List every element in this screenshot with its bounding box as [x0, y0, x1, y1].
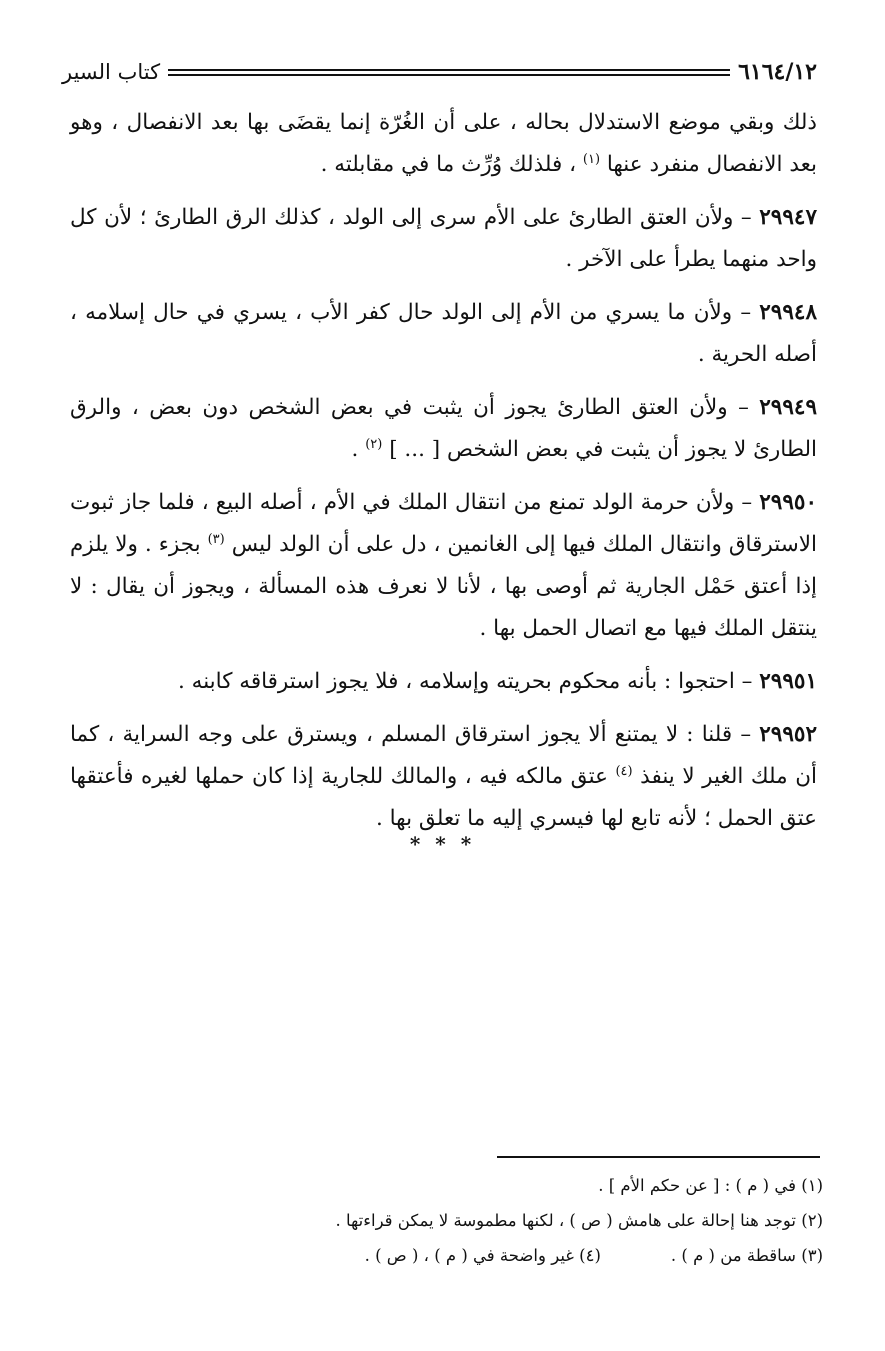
- footnotes: [70, 1168, 823, 1273]
- paragraph: [70, 482, 817, 650]
- paragraph-text: عتق مالكه فيه ، والمالك للجارية إذا كان حملها لغيره فأعتقها عتق الحمل ؛ لأنه تابع لها فيسري إليه ما تعلق بها .: [70, 764, 817, 831]
- footnote-3: (٣) ساقطة من ( م ) .: [670, 1246, 823, 1265]
- paragraph: [70, 197, 817, 281]
- paragraph-number: ٢٩٩٤٧: [759, 205, 817, 230]
- paragraph-text: .: [351, 437, 366, 462]
- paragraph: [70, 387, 817, 471]
- paragraph-text: – ولأن ما يسري من الأم إلى الولد حال كفر الأب ، يسري في حال إسلامه ، أصله الحرية .: [70, 300, 817, 367]
- footnote-marker: (١): [582, 151, 601, 167]
- paragraph: [70, 292, 817, 376]
- footnote-marker: (٢): [365, 436, 383, 452]
- paragraph-text: – قلنا : لا يمتنع ألا يجوز استرقاق المسلم ، ويسترق على وجه السراية ، كما أن ملك الغير لا ينفذ: [70, 722, 817, 789]
- running-header: [62, 52, 817, 92]
- paragraph-text: ، فلذلك وُرِّث ما في مقابلته .: [320, 152, 583, 177]
- book-title: كتاب السير: [62, 60, 161, 84]
- footnote-rule: [497, 1156, 820, 1158]
- paragraph-number: ٢٩٩٥١: [759, 669, 817, 694]
- header-rule: [168, 69, 730, 76]
- paragraph-text: ذلك وبقي موضع الاستدلال بحاله ، على أن الغُرّة إنما يقضَى بها بعد الانفصال ، وهو بعد الانفصال منفرد عنها: [70, 110, 817, 177]
- footnote-marker: (٣): [207, 531, 225, 547]
- footnote-4: (٤) غير واضحة في ( م ) ، ( ص ) .: [364, 1246, 601, 1265]
- paragraph-number: ٢٩٩٤٨: [759, 300, 817, 325]
- footnote-row: [70, 1238, 823, 1273]
- section-separator: * * *: [409, 832, 476, 856]
- paragraph-number: ٢٩٩٤٩: [759, 395, 817, 420]
- paragraph-number: ٢٩٩٥٢: [759, 722, 817, 747]
- paragraph-text: – ولأن العتق الطارئ يجوز أن يثبت في بعض الشخص دون بعض ، والرق الطارئ لا يجوز أن يثبت في بعض الشخص [ ... ]: [70, 395, 817, 462]
- footnote-marker: (٤): [615, 763, 633, 779]
- main-text: [70, 102, 817, 851]
- paragraph: [70, 714, 817, 840]
- paragraph-text: بجزء . ولا يلزم إذا أعتق حَمْل الجارية ثم أوصى بها ، لأنا لا نعرف هذه المسألة ، ويجوز أن يقال : لا ينتقل الملك فيها مع اتصال الحمل بها .: [70, 532, 817, 641]
- footnote-2: (٢) توجد هنا إحالة على هامش ( ص ) ، لكنها مطموسة لا يمكن قراءتها .: [335, 1211, 823, 1230]
- paragraph-text: – احتجوا : بأنه محكوم بحريته وإسلامه ، فلا يجوز استرقاقه كابنه .: [178, 669, 760, 694]
- paragraph-text: – ولأن العتق الطارئ على الأم سرى إلى الولد ، كذلك الرق الطارئ ؛ لأن كل واحد منهما يطرأ على الآخر .: [70, 205, 817, 272]
- paragraph-number: ٢٩٩٥٠: [759, 490, 817, 515]
- page-number: ٦١٦٤/١٢: [738, 59, 817, 85]
- paragraph-text: – ولأن حرمة الولد تمنع من انتقال الملك في الأم ، أصله البيع ، فلما جاز ثبوت الاسترقاق وانتقال الملك فيها إلى الغانمين ، دل على أن الولد ليس: [70, 490, 817, 557]
- paragraph: [70, 661, 817, 703]
- footnote-1: (١) في ( م ) : [ عن حكم الأم ] .: [598, 1176, 823, 1195]
- paragraph: [70, 102, 817, 186]
